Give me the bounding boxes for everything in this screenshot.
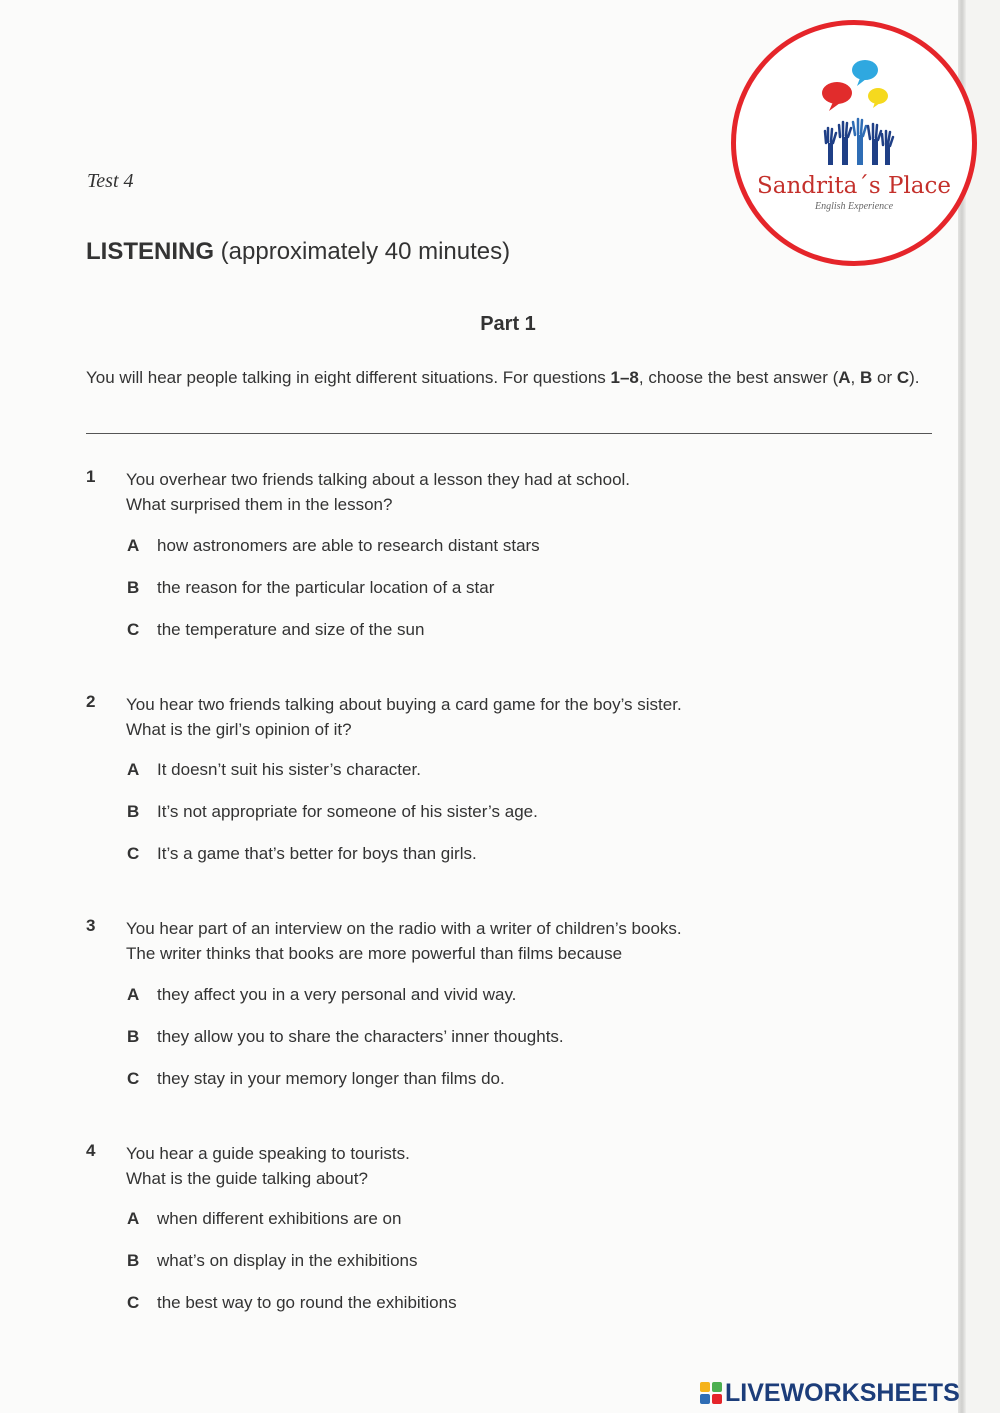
question-number: 2 bbox=[86, 692, 96, 711]
option-text: the temperature and size of the sun bbox=[157, 620, 425, 639]
option-b[interactable] bbox=[127, 801, 927, 823]
part-title: Part 1 bbox=[480, 313, 536, 335]
question-stem bbox=[126, 1141, 926, 1191]
option-letter: A bbox=[127, 536, 140, 555]
option-letter: A bbox=[127, 760, 140, 779]
speech-bubble-blue-icon bbox=[852, 60, 878, 80]
question-stem-line: You overhear two friends talking about a lesson they had at school. bbox=[126, 470, 631, 489]
option-a[interactable] bbox=[127, 984, 927, 1006]
option-text: they stay in your memory longer than films do. bbox=[157, 1069, 505, 1088]
instructions bbox=[86, 365, 946, 391]
question-number: 4 bbox=[86, 1141, 96, 1160]
instructions-letter: B bbox=[860, 368, 873, 387]
sandritas-place-logo bbox=[731, 20, 977, 266]
divider bbox=[86, 433, 932, 434]
section-heading bbox=[86, 238, 510, 266]
option-b[interactable] bbox=[127, 1250, 927, 1272]
option-text: how astronomers are able to research distant stars bbox=[157, 536, 540, 555]
option-letter: C bbox=[127, 1293, 140, 1312]
option-c[interactable] bbox=[127, 1068, 927, 1090]
option-letter: B bbox=[127, 578, 140, 597]
question-stem-line: You hear a guide speaking to tourists. bbox=[126, 1144, 410, 1163]
speech-bubble-red-icon bbox=[822, 82, 852, 104]
raised-hands-icon bbox=[825, 119, 893, 165]
liveworksheets-text: LIVEWORKSHEETS bbox=[725, 1378, 960, 1407]
option-text: It’s a game that’s better for boys than girls. bbox=[157, 844, 477, 863]
question-stem-line: What surprised them in the lesson? bbox=[126, 495, 393, 514]
option-letter: B bbox=[127, 802, 140, 821]
question-stem-line: What is the guide talking about? bbox=[126, 1169, 368, 1188]
question-stem-line: What is the girl’s opinion of it? bbox=[126, 720, 352, 739]
option-text: the reason for the particular location of a star bbox=[157, 578, 495, 597]
section-heading-duration: (approximately 40 minutes) bbox=[214, 238, 511, 265]
speech-bubble-yellow-icon bbox=[868, 88, 888, 104]
option-letter: C bbox=[127, 844, 140, 863]
option-letter: A bbox=[127, 1209, 140, 1228]
question-stem-line: You hear two friends talking about buying a card game for the boy’s sister. bbox=[126, 695, 682, 714]
option-text: It’s not appropriate for someone of his sister’s age. bbox=[157, 802, 538, 821]
option-c[interactable] bbox=[127, 843, 927, 865]
option-c[interactable] bbox=[127, 1292, 927, 1314]
option-b[interactable] bbox=[127, 1026, 927, 1048]
option-b[interactable] bbox=[127, 577, 927, 599]
instructions-letter: A bbox=[838, 368, 851, 387]
question-number: 1 bbox=[86, 467, 96, 486]
option-letter: C bbox=[127, 1069, 140, 1088]
option-a[interactable] bbox=[127, 1208, 927, 1230]
section-heading-bold: LISTENING bbox=[86, 238, 215, 265]
instructions-text: , choose the best answer ( bbox=[638, 368, 839, 387]
instructions-text: or bbox=[872, 368, 897, 387]
option-text: what’s on display in the exhibitions bbox=[157, 1251, 418, 1270]
option-a[interactable] bbox=[127, 535, 927, 557]
test-label: Test 4 bbox=[87, 170, 134, 192]
option-text: they affect you in a very personal and vivid way. bbox=[157, 985, 517, 1004]
question-stem bbox=[126, 692, 926, 742]
liveworksheets-watermark[interactable] bbox=[700, 1379, 960, 1407]
instructions-range: 1–8 bbox=[610, 368, 639, 387]
option-text: It doesn’t suit his sister’s character. bbox=[157, 760, 421, 779]
instructions-letter: C bbox=[896, 368, 910, 387]
liveworksheets-logo-icon bbox=[700, 1382, 722, 1404]
option-letter: B bbox=[127, 1027, 140, 1046]
logo-subtitle: English Experience bbox=[814, 201, 894, 212]
option-c[interactable] bbox=[127, 619, 927, 641]
option-a[interactable] bbox=[127, 759, 927, 781]
question-stem-line: The writer thinks that books are more powerful than films because bbox=[126, 944, 623, 963]
option-text: when different exhibitions are on bbox=[157, 1209, 402, 1228]
option-text: the best way to go round the exhibitions bbox=[157, 1293, 457, 1312]
option-letter: B bbox=[127, 1251, 140, 1270]
question-number: 3 bbox=[86, 916, 96, 935]
question-stem bbox=[126, 467, 926, 517]
question-stem bbox=[126, 916, 926, 966]
instructions-text: You will hear people talking in eight different situations. For questions bbox=[86, 368, 611, 387]
logo-graphic-icon bbox=[736, 25, 972, 261]
logo-title: Sandrita´s Place bbox=[757, 173, 951, 199]
option-letter: A bbox=[127, 985, 140, 1004]
option-letter: C bbox=[127, 620, 140, 639]
option-text: they allow you to share the characters’ inner thoughts. bbox=[157, 1027, 564, 1046]
instructions-text: , bbox=[850, 368, 860, 387]
question-stem-line: You hear part of an interview on the radio with a writer of children’s books. bbox=[126, 919, 682, 938]
instructions-text: ). bbox=[909, 368, 920, 387]
